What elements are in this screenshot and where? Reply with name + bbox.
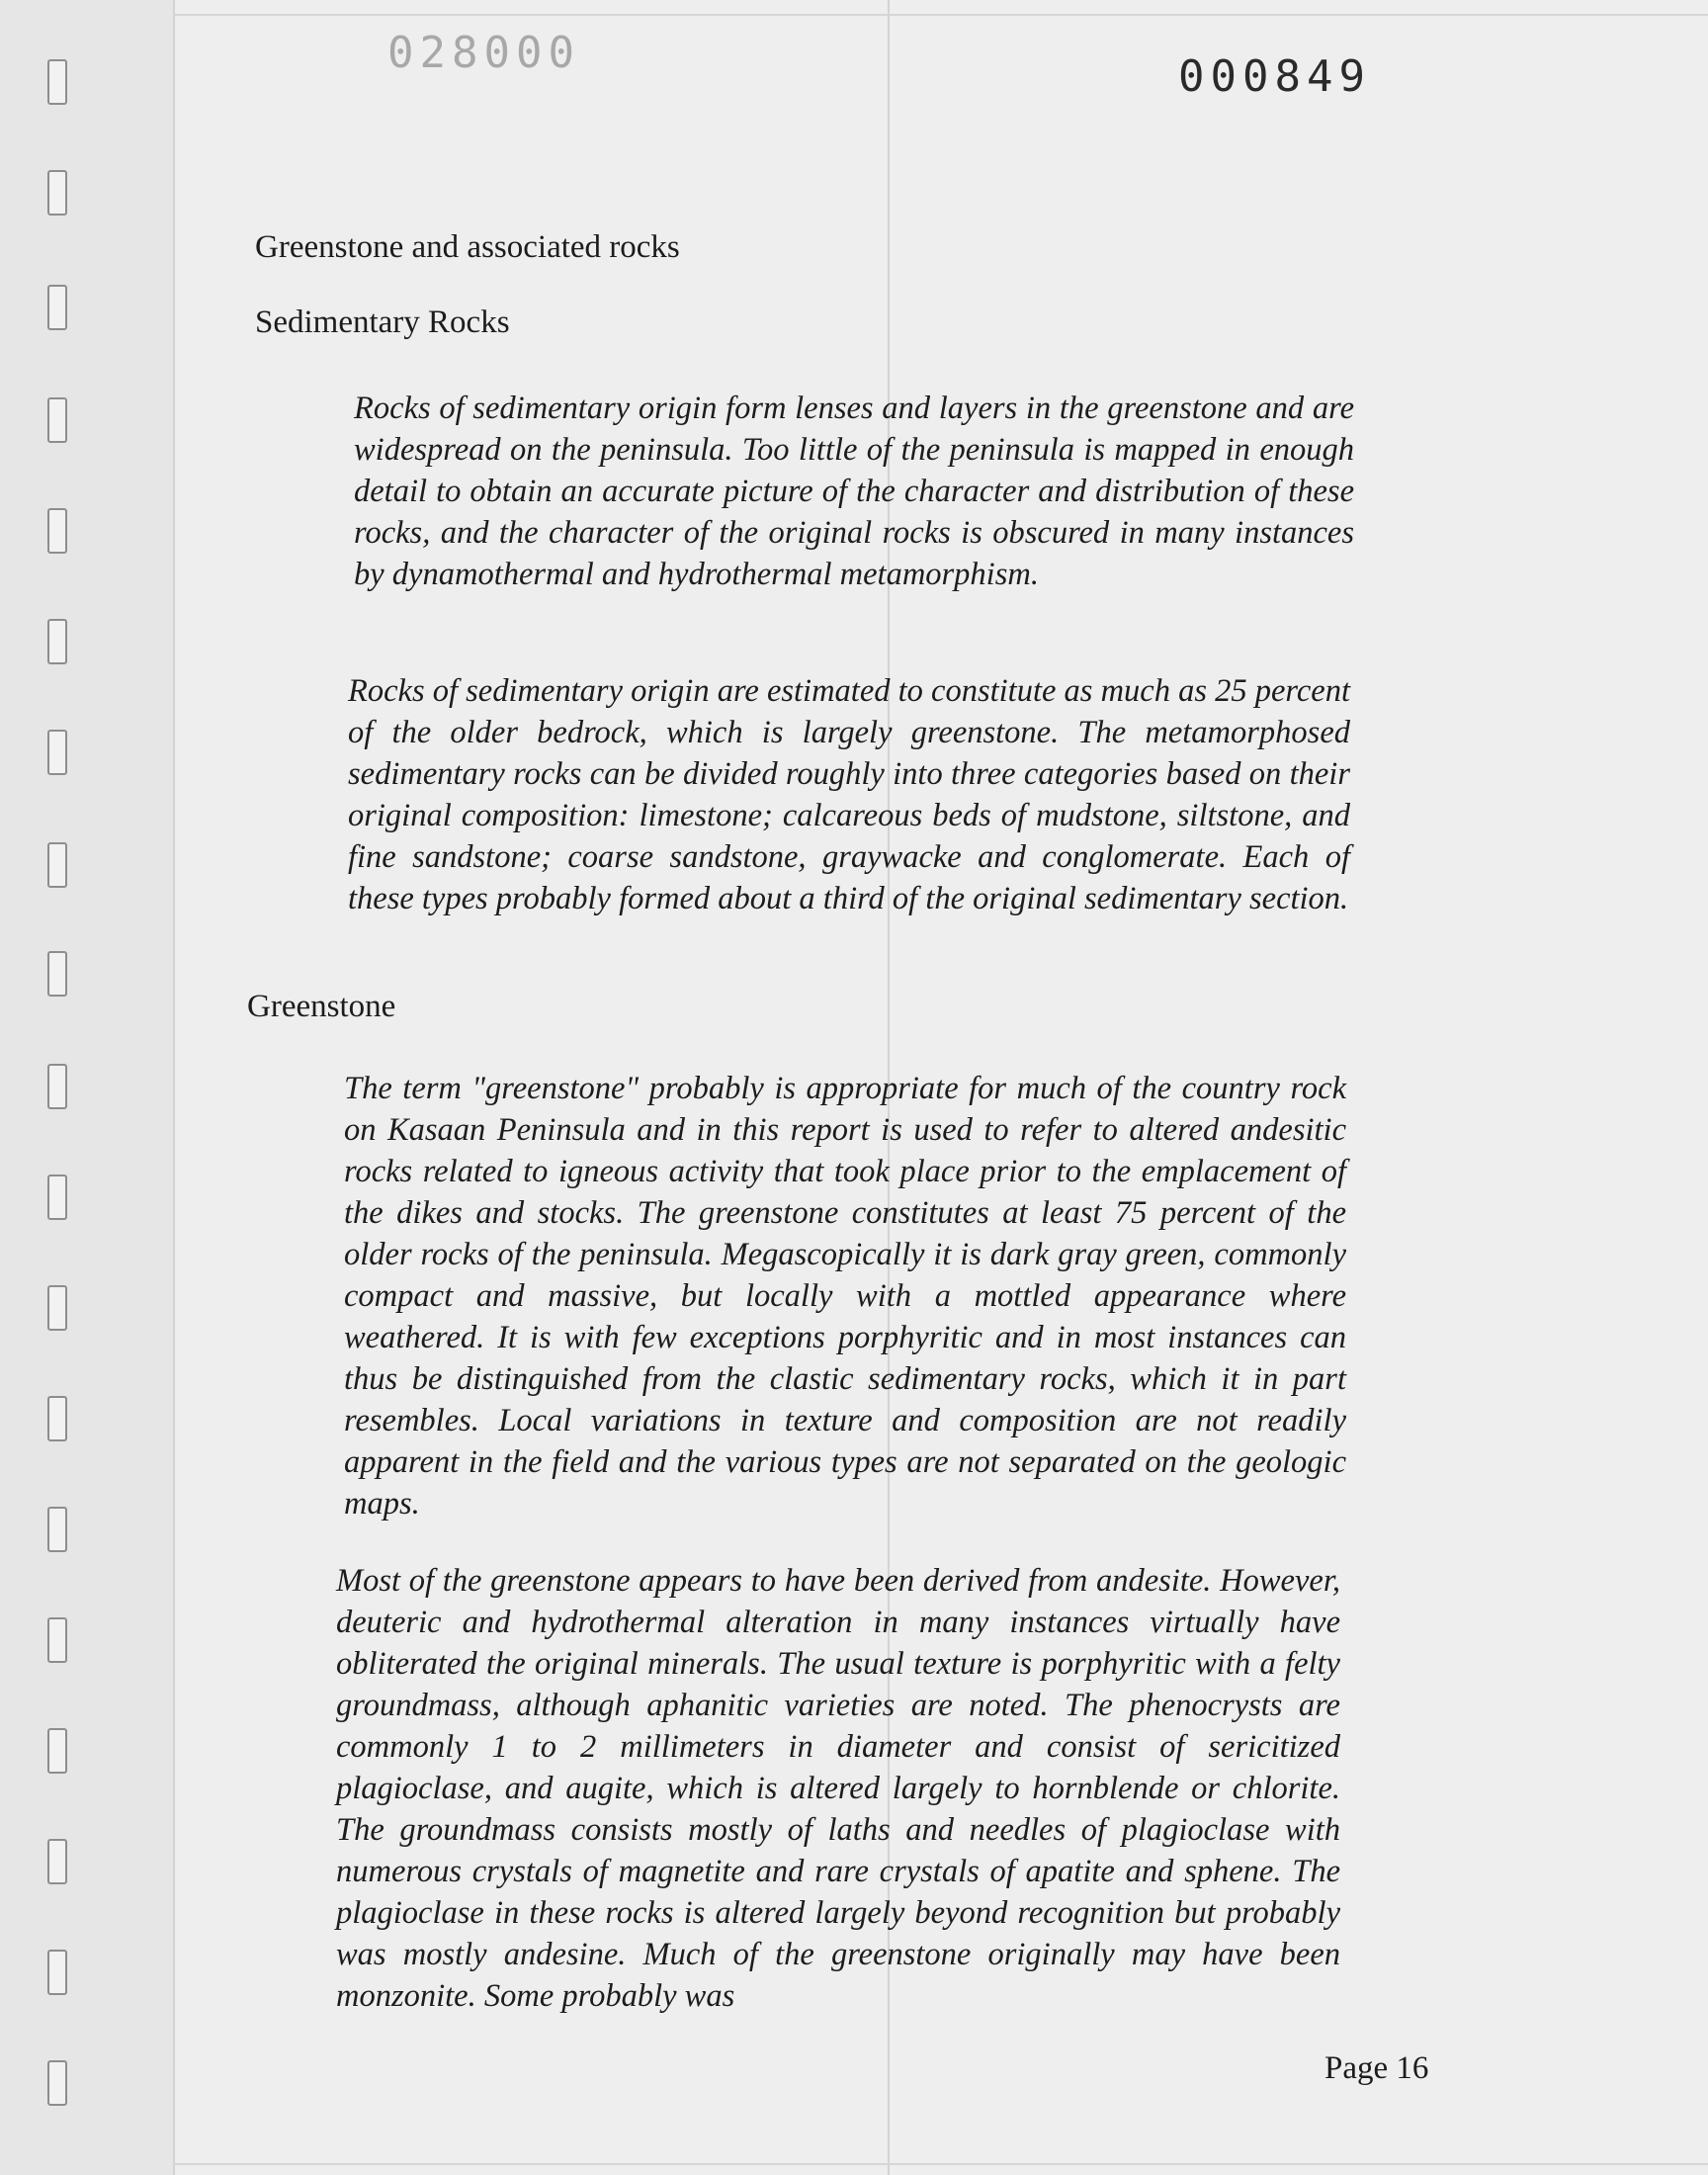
page-number: Page 16 [1324,2050,1429,2086]
punch-hole [47,619,67,664]
punch-hole [47,170,67,216]
punch-hole [47,1064,67,1109]
bates-stamp-faint: 028000 [387,28,580,78]
punch-hole [47,508,67,554]
paragraph-sedimentary-2: Rocks of sedimentary origin are estimated to constitute as much as 25 percent of the older bedrock, which is largely greenstone. The metamorphosed sedimentary rocks can be divided roughly into three categories based on their original composition: limestone; calcareous beds of mudstone, siltstone, and fine sandstone; coarse sandstone, graywacke and conglomerate. Each of these types probably formed about a third of the original sedimentary section. [348,673,1350,916]
punch-hole [47,285,67,330]
paragraph-sedimentary-1: Rocks of sedimentary origin form lenses and layers in the greenstone and are widespread on the peninsula. Too little of the peninsula is mapped in enough detail to obtain an accurate picture of the character and distribution of these rocks, and the character of the original rocks is obscured in many instances by dynamothermal and hydrothermal metamorphism. [354,391,1354,592]
punch-hole [47,1285,67,1331]
punch-hole [47,1728,67,1774]
punch-hole [47,730,67,775]
punch-hole [47,1617,67,1663]
paragraph-greenstone-1: The term "greenstone" probably is appropriate for much of the country rock on Kasaan Peninsula and in this report is used to refer to altered andesitic rocks related to igneous activity that took place prior to the emplacement of the dikes and stocks. The greenstone constitutes at least 75 percent of the older rocks of the peninsula. Megascopically it is dark gray green, commonly compact and massive, but locally with a mottled appearance where weathered. It is with few exceptions porphyritic and in most instances can thus be distinguished from the clastic sedimentary rocks, which it in part resembles. Local variations in texture and composition are not readily apparent in the field and the various types are not separated on the geologic maps. [344,1071,1346,1522]
page-bottom-edge [173,2163,1708,2165]
punch-hole [47,2060,67,2106]
punch-hole [47,1839,67,1884]
punch-hole [47,59,67,105]
page-top-edge [173,14,1708,16]
bates-stamp: 000849 [1178,51,1371,102]
punch-hole [47,951,67,997]
punch-hole [47,397,67,443]
section-heading: Greenstone and associated rocks [255,229,680,265]
punch-hole [47,1507,67,1552]
subsection-heading-sedimentary: Sedimentary Rocks [255,304,510,340]
paragraph-greenstone-2: Most of the greenstone appears to have been derived from andesite. However, deuteric and hydrothermal alteration in many instances virtually have obliterated the original minerals. The usual texture is porphyritic with a felty groundmass, although aphanitic varieties are noted. The phenocrysts are commonly 1 to 2 millimeters in diameter and consist of sericitized plagioclase, and augite, which is altered largely to hornblende or chlorite. The groundmass consists mostly of laths and needles of plagioclase with numerous crystals of magnetite and rare crystals of apatite and sphene. The plagioclase in these rocks is altered largely beyond recognition but probably was mostly andesine. Much of the greenstone originally may have been monzonite. Some probably was [336,1563,1340,2014]
punch-hole [47,842,67,888]
punch-hole [47,1174,67,1220]
punch-hole [47,1396,67,1441]
subsection-heading-greenstone: Greenstone [247,989,396,1024]
binding-strip [0,0,175,2175]
punch-hole [47,1950,67,1995]
